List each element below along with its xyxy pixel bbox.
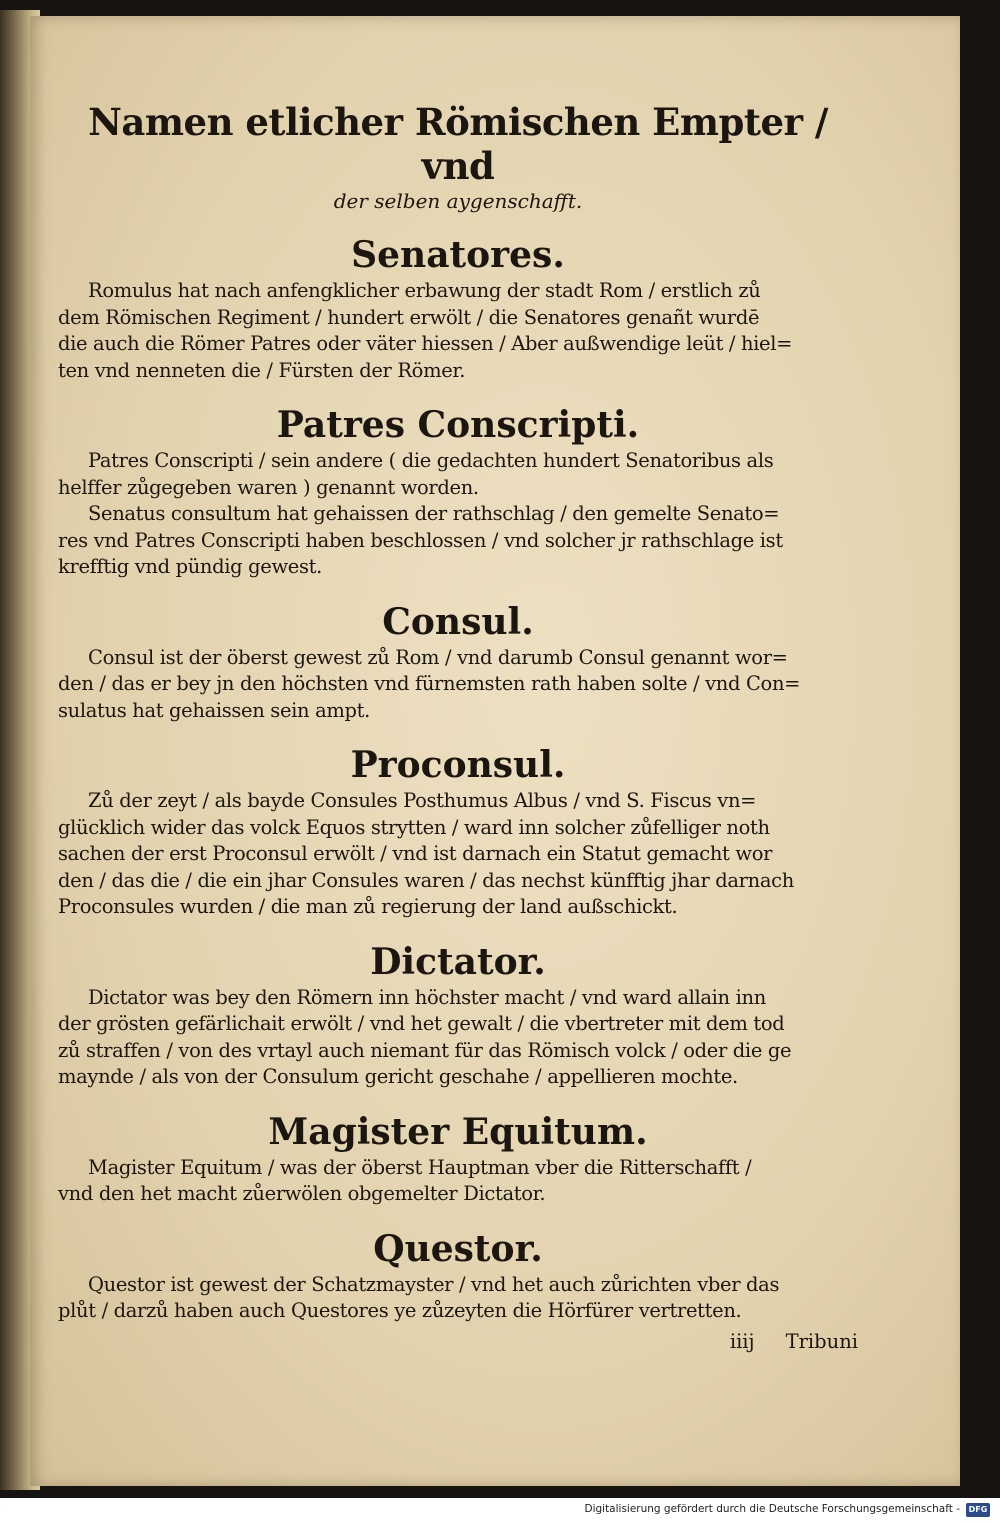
- footer-bar: [0, 1498, 1000, 1523]
- section-heading: Consul.: [382, 600, 534, 643]
- dfg-logo-icon: DFG: [966, 1503, 990, 1517]
- section-heading: Senatores.: [351, 234, 565, 276]
- text-line: Proconsules wurden / die man zů regierung der land außschickt.: [58, 895, 678, 918]
- catchword: Tribuni: [785, 1329, 858, 1353]
- section-heading: Dictator.: [370, 940, 546, 983]
- text-line: vnd den het macht zůerwölen obgemelter Dictator.: [58, 1182, 546, 1205]
- text-line: maynde / als von der Consulum gericht geschahe / appellieren mochte.: [58, 1065, 738, 1088]
- funding-notice: Digitalisierung gefördert durch die Deutsche Forschungsgemeinschaft -: [584, 1503, 960, 1515]
- text-line: krefftig vnd pündig gewest.: [58, 555, 322, 578]
- page-footer-line: [58, 1329, 858, 1355]
- text-line: die auch die Römer Patres oder väter hiessen / Aber außwendige leüt / hiel=: [58, 332, 793, 355]
- section-questor: [58, 1226, 858, 1325]
- text-line: Questor ist gewest der Schatzmayster / vnd het auch zůrichten vber das: [88, 1272, 780, 1296]
- text-line: plůt / darzů haben auch Questores ye zůzeyten die Hörfürer vertretten.: [58, 1299, 742, 1322]
- signature-mark: iiij: [729, 1329, 755, 1353]
- section-heading: Questor.: [373, 1227, 543, 1270]
- text-line: Magister Equitum / was der öberst Hauptman vber die Ritterschafft /: [88, 1155, 752, 1179]
- text-line: der grösten gefärlichait erwölt / vnd het gewalt / die vbertreter mit dem tod: [58, 1012, 785, 1035]
- text-line: Senatus consultum hat gehaissen der rathschlag / den gemelte Senato=: [88, 502, 780, 525]
- section-patres-conscripti: [58, 402, 858, 581]
- text-line: Romulus hat nach anfengklicher erbawung der stadt Rom / erstlich zů: [88, 279, 761, 302]
- text-line: helffer zůgegeben waren ) genannt worden.: [58, 475, 479, 499]
- text-line: dem Römischen Regiment / hundert erwölt / die Senatores genañt wurdē: [58, 305, 760, 329]
- text-line: zů straffen / von des vrtayl auch niemant für das Römisch volck / oder die ge: [58, 1038, 792, 1062]
- section-heading: Patres Conscripti.: [276, 404, 640, 446]
- book-page: [30, 16, 960, 1486]
- section-heading: Proconsul.: [350, 744, 566, 786]
- text-line: Patres Conscripti / sein andere ( die gedachten hundert Senatoribus als: [88, 449, 774, 472]
- text-line: res vnd Patres Conscripti haben beschlossen / vnd solcher jr rathschlage ist: [58, 528, 783, 552]
- page-title: Namen etlicher Römischen Empter / vnd: [88, 100, 828, 188]
- text-line: Dictator was bey den Römern inn höchster macht / vnd ward allain inn: [88, 985, 766, 1009]
- text-line: glücklich wider das volck Equos strytten / ward inn solcher zůfelliger noth: [58, 815, 770, 839]
- text-line: ten vnd nenneten die / Fürsten der Römer.: [58, 358, 466, 382]
- section-magister-equitum: [58, 1109, 858, 1208]
- section-proconsul: [58, 742, 858, 921]
- text-line: den / das er bey jn den höchsten vnd fürnemsten rath haben solte / vnd Con=: [58, 672, 801, 695]
- section-dictator: [58, 939, 858, 1091]
- text-line: den / das die / die ein jhar Consules waren / das nechst künfftig jhar darnach: [58, 868, 794, 892]
- section-consul: [58, 599, 858, 725]
- page-text-block: [58, 100, 858, 1355]
- text-line: sulatus hat gehaissen sein ampt.: [58, 698, 370, 722]
- text-line: Consul ist der öberst gewest zů Rom / vnd darumb Consul genannt wor=: [88, 645, 788, 669]
- section-senatores: [58, 232, 858, 384]
- text-line: Zů der zeyt / als bayde Consules Posthumus Albus / vnd S. Fiscus vn=: [88, 789, 757, 812]
- page-subtitle: der selben aygenschafft.: [333, 189, 583, 213]
- section-heading: Magister Equitum.: [268, 1110, 648, 1153]
- text-line: sachen der erst Proconsul erwölt / vnd ist darnach ein Statut gemacht wor: [58, 842, 773, 865]
